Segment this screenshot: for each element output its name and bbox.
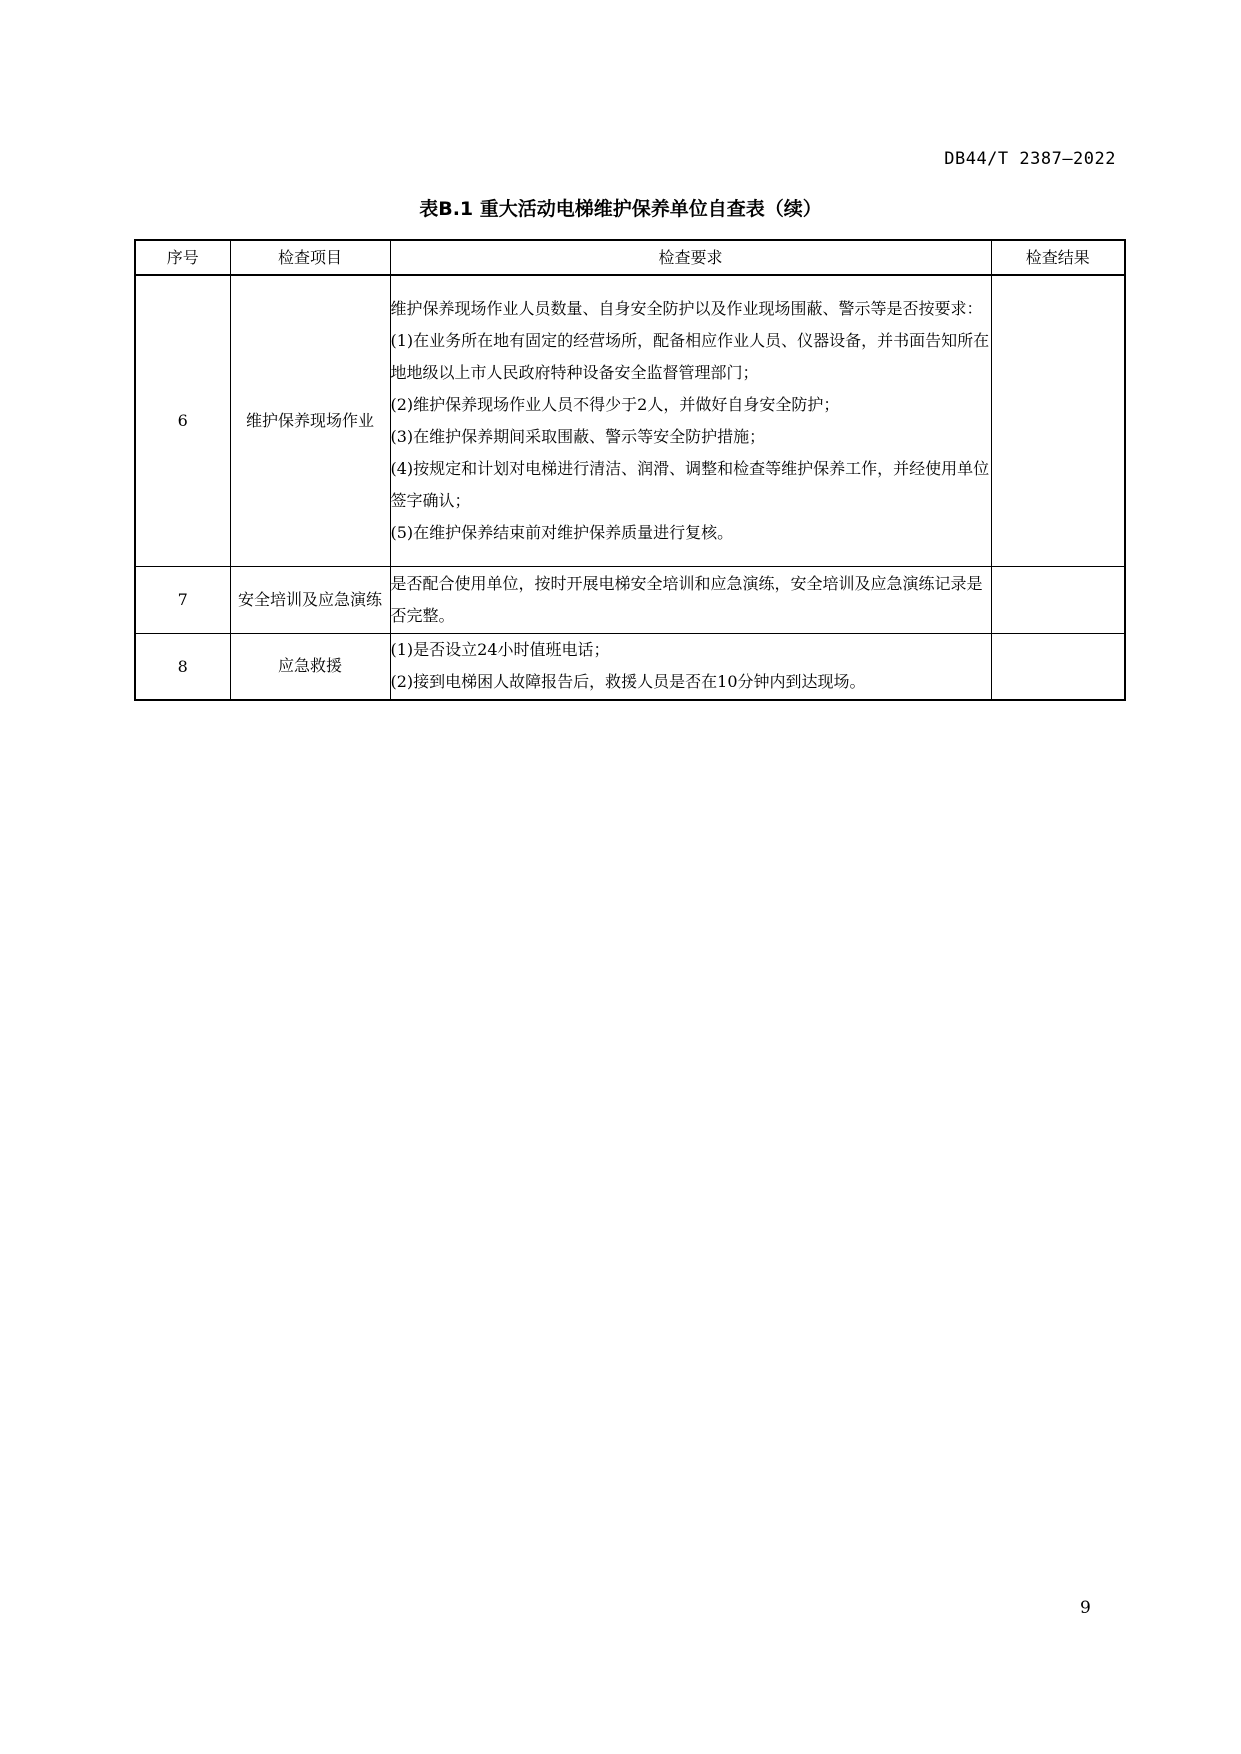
requirement-line: 维护保养现场作业人员数量、自身安全防护以及作业现场围蔽、警示等是否按要求： [390, 298, 983, 318]
table-header-row [135, 240, 1125, 275]
requirement-line: (5)在维护保养结束前对维护保养质量进行复核。 [390, 522, 734, 542]
check-requirements [390, 275, 991, 566]
requirement-line: 是否配合使用单位，按时开展电梯安全培训和应急演练，安全培训及应急演练记录是否完整。 [390, 573, 983, 625]
column-header-requirements: 检查要求 [390, 240, 991, 275]
check-result-cell[interactable] [991, 566, 1125, 633]
check-result-cell[interactable] [991, 275, 1125, 566]
table-row [135, 633, 1125, 700]
table-row [135, 275, 1125, 566]
check-item: 应急救援 [230, 633, 390, 700]
table-row [135, 566, 1125, 633]
requirement-line: (2)维护保养现场作业人员不得少于2人，并做好自身安全防护； [390, 394, 840, 414]
row-number: 8 [135, 633, 230, 700]
check-item: 维护保养现场作业 [230, 275, 390, 566]
row-number: 7 [135, 566, 230, 633]
requirement-line: (3)在维护保养期间采取围蔽、警示等安全防护措施； [390, 426, 766, 446]
table-title: 表B.1 重大活动电梯维护保养单位自查表（续） [419, 198, 822, 220]
check-requirements [390, 566, 991, 633]
requirement-line: (2)接到电梯困人故障报告后，救援人员是否在10分钟内到达现场。 [390, 672, 866, 692]
requirement-line: (4)按规定和计划对电梯进行清洁、润滑、调整和检查等维护保养工作，并经使用单位签字确认； [390, 458, 990, 510]
requirement-line: (1)在业务所在地有固定的经营场所，配备相应作业人员、仪器设备，并书面告知所在地地级以上市人民政府特种设备安全监督管理部门； [390, 330, 990, 382]
check-item: 安全培训及应急演练 [230, 566, 390, 633]
column-header-no: 序号 [135, 240, 230, 275]
check-result-cell[interactable] [991, 633, 1125, 700]
self-check-table [134, 239, 1126, 701]
row-number: 6 [135, 275, 230, 566]
check-requirements [390, 633, 991, 700]
requirement-line: (1)是否设立24小时值班电话； [390, 640, 610, 660]
column-header-item: 检查项目 [230, 240, 390, 275]
column-header-result: 检查结果 [991, 240, 1125, 275]
document-code: DB44/T 2387—2022 [944, 149, 1116, 169]
page-number: 9 [1080, 1598, 1091, 1618]
